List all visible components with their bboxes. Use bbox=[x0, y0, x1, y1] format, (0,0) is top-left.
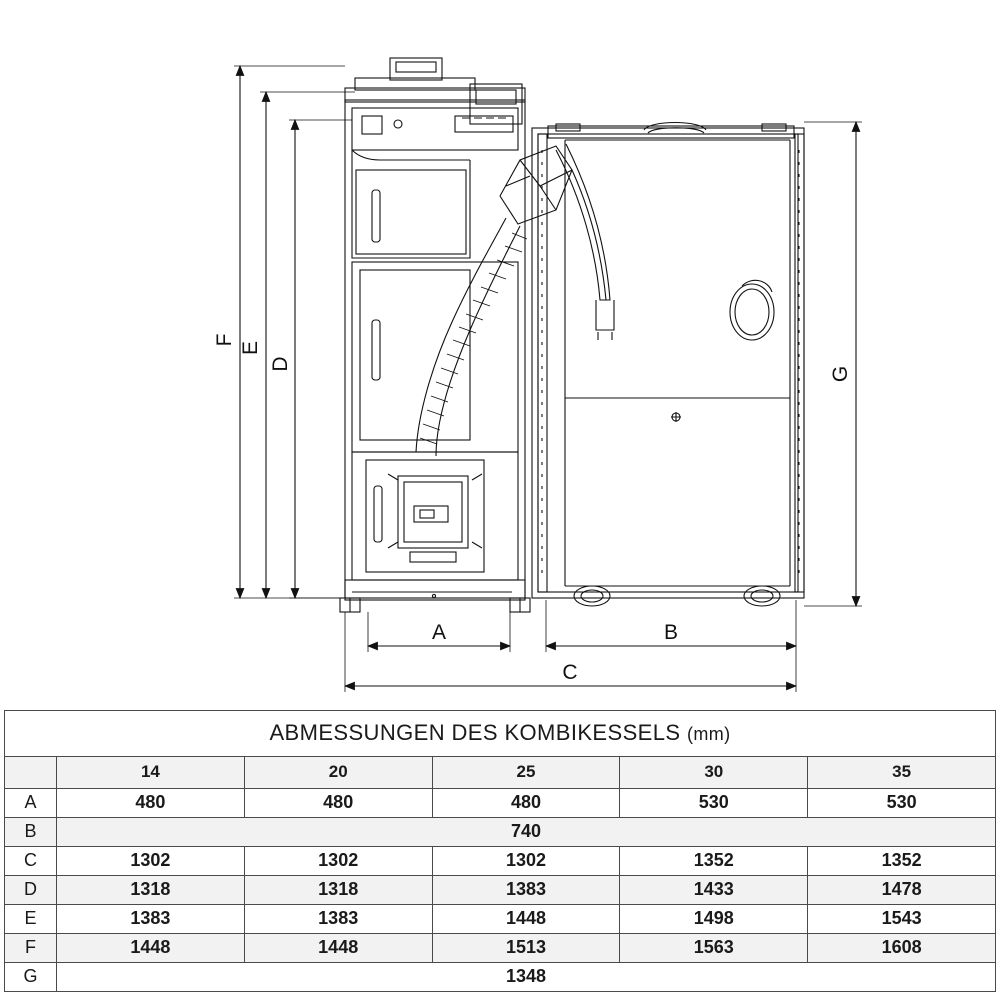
table-row bbox=[5, 934, 996, 963]
cell-E-30: 1498 bbox=[620, 905, 808, 934]
table-title-row bbox=[5, 711, 996, 757]
cell-C-35: 1352 bbox=[808, 847, 996, 876]
dimension-label-B: B bbox=[663, 621, 679, 644]
cell-D-20: 1318 bbox=[244, 876, 432, 905]
row-label-F: F bbox=[5, 934, 57, 963]
cell-D-25: 1383 bbox=[432, 876, 620, 905]
cell-D-35: 1478 bbox=[808, 876, 996, 905]
cell-C-14: 1302 bbox=[57, 847, 245, 876]
cell-D-14: 1318 bbox=[57, 876, 245, 905]
row-label-E: E bbox=[5, 905, 57, 934]
row-label-D: D bbox=[5, 876, 57, 905]
table-title bbox=[5, 711, 996, 757]
cell-D-30: 1433 bbox=[620, 876, 808, 905]
table-row bbox=[5, 789, 996, 818]
dimension-label-D: D bbox=[269, 356, 292, 372]
cell-E-25: 1448 bbox=[432, 905, 620, 934]
table-header-row bbox=[5, 757, 996, 789]
cell-F-35: 1608 bbox=[808, 934, 996, 963]
cell-C-25: 1302 bbox=[432, 847, 620, 876]
table-title-unit: (mm) bbox=[686, 724, 731, 744]
header-corner bbox=[5, 757, 57, 789]
dimension-label-A: A bbox=[431, 621, 447, 644]
table-row bbox=[5, 847, 996, 876]
cell-G-all: 1348 bbox=[57, 963, 996, 992]
dimension-label-C: C bbox=[562, 661, 578, 684]
dimension-label-E: E bbox=[239, 340, 262, 356]
cell-E-35: 1543 bbox=[808, 905, 996, 934]
table-row bbox=[5, 905, 996, 934]
dimensions-table bbox=[4, 710, 996, 992]
header-model-35: 35 bbox=[808, 757, 996, 789]
table-title-text: ABMESSUNGEN DES KOMBIKESSELS bbox=[269, 720, 681, 745]
header-model-25: 25 bbox=[432, 757, 620, 789]
row-label-A: A bbox=[5, 789, 57, 818]
header-model-30: 30 bbox=[620, 757, 808, 789]
cell-C-30: 1352 bbox=[620, 847, 808, 876]
cell-A-25: 480 bbox=[432, 789, 620, 818]
dimension-label-G: G bbox=[829, 365, 852, 383]
cell-F-14: 1448 bbox=[57, 934, 245, 963]
cell-C-20: 1302 bbox=[244, 847, 432, 876]
cell-F-20: 1448 bbox=[244, 934, 432, 963]
cell-F-30: 1563 bbox=[620, 934, 808, 963]
table-row bbox=[5, 876, 996, 905]
header-model-14: 14 bbox=[57, 757, 245, 789]
cell-A-35: 530 bbox=[808, 789, 996, 818]
dimension-label-F: F bbox=[213, 333, 236, 347]
cell-B-all: 740 bbox=[57, 818, 996, 847]
cell-A-20: 480 bbox=[244, 789, 432, 818]
row-label-G: G bbox=[5, 963, 57, 992]
cell-E-14: 1383 bbox=[57, 905, 245, 934]
table-row bbox=[5, 963, 996, 992]
cell-E-20: 1383 bbox=[244, 905, 432, 934]
header-model-20: 20 bbox=[244, 757, 432, 789]
cell-F-25: 1513 bbox=[432, 934, 620, 963]
cell-A-30: 530 bbox=[620, 789, 808, 818]
row-label-C: C bbox=[5, 847, 57, 876]
table-row bbox=[5, 818, 996, 847]
cell-A-14: 480 bbox=[57, 789, 245, 818]
row-label-B: B bbox=[5, 818, 57, 847]
